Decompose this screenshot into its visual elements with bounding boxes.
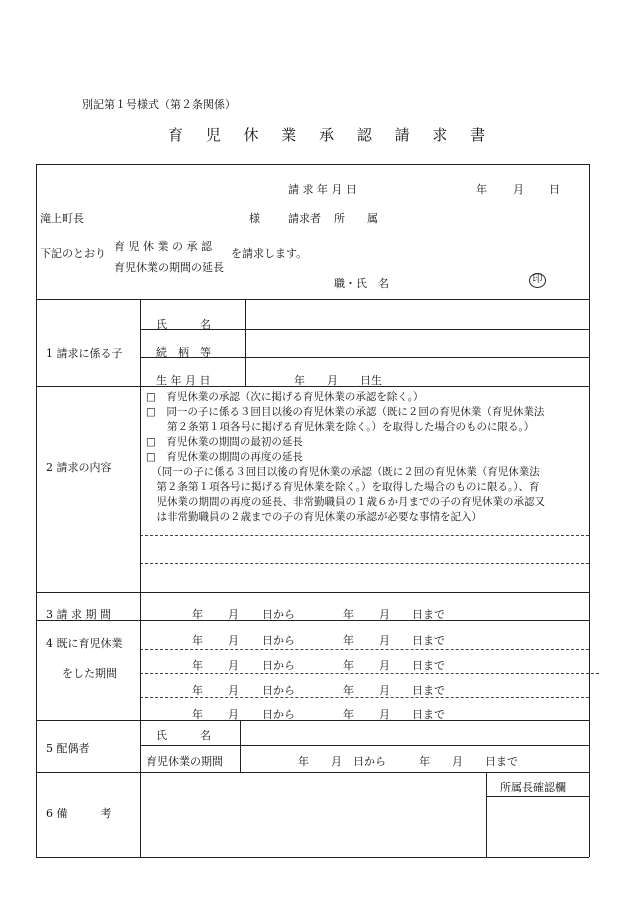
- spouse-field-divider: [240, 720, 241, 772]
- supervisor-confirm-label: 所属長確認欄: [500, 781, 566, 794]
- content-line-8: 児休業の期間の再度の延長、非常勤職員の１歳６か月までの子の育児休業の承認又: [146, 496, 545, 508]
- section2-label: 2 請求の内容: [46, 461, 112, 474]
- period-from[interactable]: 日から: [262, 659, 295, 672]
- request-option-extension[interactable]: 育児休業の期間の延長: [114, 261, 224, 274]
- request-option-approval[interactable]: 育 児 休 業 の 承 認: [114, 240, 212, 253]
- period-month[interactable]: 月: [379, 708, 390, 721]
- period-month[interactable]: 月: [379, 684, 390, 697]
- section1-label: 1 請求に係る子: [46, 347, 123, 360]
- period-month[interactable]: 月: [228, 659, 239, 672]
- honorific: 様: [249, 212, 260, 225]
- form-number: 別記第１号様式（第２条関係）: [82, 98, 236, 111]
- requester-label: 請求者: [288, 212, 321, 225]
- request-date-label: 請 求 年 月 日: [288, 183, 357, 196]
- remarks-field[interactable]: [145, 800, 475, 850]
- dashed-line-4: [140, 673, 599, 674]
- period-year[interactable]: 年: [192, 634, 203, 647]
- period-month[interactable]: 月: [228, 684, 239, 697]
- section4-label-line2: をした期間: [62, 667, 117, 680]
- label-column-divider-lower: [140, 720, 141, 857]
- period-until[interactable]: 日まで: [412, 659, 445, 672]
- addressee: 滝上町長: [40, 212, 84, 225]
- period-month[interactable]: 月: [379, 659, 390, 672]
- section3-label: 3 請 求 期 間: [46, 608, 111, 621]
- content-line-7: 第２条第１項各号に掲げる育児休業を除く。）を取得した場合のものに限る。）、育: [146, 481, 540, 493]
- period-from[interactable]: 日から: [262, 608, 295, 621]
- spouse-name-label: 氏 名: [156, 729, 211, 742]
- period-year[interactable]: 年: [192, 659, 203, 672]
- affiliation-label: 所 属: [334, 212, 378, 225]
- content-line-1[interactable]: □ 育児休業の承認（次に掲げる育児休業の承認を除く。）: [146, 391, 424, 403]
- request-date-year[interactable]: 年: [476, 183, 487, 196]
- frame-right: [589, 164, 590, 857]
- request-date-day[interactable]: 日: [549, 183, 560, 196]
- content-line-2[interactable]: □ 同一の子に係る３回目以後の育児休業の承認（既に２回の育児休業（育児休業法: [146, 406, 545, 418]
- content-line-9: は非常勤職員の２歳までの子の育児休業の承認が必要な事情を記入）: [146, 511, 482, 523]
- request-sentence-prefix: 下記のとおり: [40, 247, 106, 260]
- child-name-label: 氏 名: [156, 318, 211, 331]
- dashed-line-5: [140, 697, 589, 698]
- page-title: 育 児 休 業 承 認 請 求 書: [168, 126, 495, 144]
- seal-mark: 印: [529, 273, 546, 288]
- divider-section5: [36, 772, 589, 773]
- divider-section4: [36, 720, 589, 721]
- divider-confirm-box: [486, 796, 589, 797]
- period-year[interactable]: 年: [343, 708, 354, 721]
- frame-left: [36, 164, 37, 857]
- section4-label-line1: 4 既に育児休業: [46, 637, 123, 650]
- dashed-line-1: [140, 535, 589, 536]
- child-field-divider: [245, 299, 246, 386]
- period-month[interactable]: 月: [228, 708, 239, 721]
- request-sentence-suffix: を請求します。: [231, 247, 308, 260]
- content-line-6: （同一の子に係る３回目以後の育児休業の承認（既に２回の育児休業（育児休業法: [146, 466, 540, 478]
- frame-top: [36, 164, 589, 165]
- period-year[interactable]: 年: [192, 708, 203, 721]
- divider-spouse-name: [140, 745, 589, 746]
- period-year[interactable]: 年: [343, 659, 354, 672]
- spouse-period-label: 育児休業の期間: [146, 755, 223, 768]
- period-month[interactable]: 月: [379, 608, 390, 621]
- period-year[interactable]: 年: [192, 608, 203, 621]
- period-until[interactable]: 日まで: [412, 708, 445, 721]
- content-line-3: 第２条第１項各号に掲げる育児休業を除く。）を取得した場合のものに限る。）: [146, 421, 535, 433]
- divider-section3: [36, 620, 589, 621]
- section5-label: 5 配偶者: [46, 742, 90, 755]
- period-year[interactable]: 年: [343, 634, 354, 647]
- period-until[interactable]: 日まで: [412, 634, 445, 647]
- child-dob-value[interactable]: 年 月 日生: [294, 374, 382, 387]
- supervisor-confirm-box[interactable]: [492, 802, 584, 852]
- content-line-4[interactable]: □ 育児休業の期間の最初の延長: [146, 436, 303, 448]
- period-year[interactable]: 年: [343, 608, 354, 621]
- period-month[interactable]: 月: [228, 634, 239, 647]
- period-from[interactable]: 日から: [262, 708, 295, 721]
- dashed-line-3: [140, 649, 589, 650]
- period-year[interactable]: 年: [192, 684, 203, 697]
- request-date-month[interactable]: 月: [513, 183, 524, 196]
- section6-label: 6 備 考: [46, 807, 112, 820]
- divider-header: [36, 299, 589, 300]
- child-relation-label: 続 柄 等: [156, 346, 211, 359]
- name-label: 職・氏 名: [334, 277, 389, 290]
- period-from[interactable]: 日から: [262, 684, 295, 697]
- period-until[interactable]: 日まで: [412, 608, 445, 621]
- dashed-line-2: [140, 563, 589, 564]
- period-from[interactable]: 日から: [262, 634, 295, 647]
- frame-bottom: [36, 857, 589, 858]
- period-month[interactable]: 月: [379, 634, 390, 647]
- content-line-5[interactable]: □ 育児休業の期間の再度の延長: [146, 451, 303, 463]
- divider-section2: [36, 592, 589, 593]
- period-year[interactable]: 年: [343, 684, 354, 697]
- period-month[interactable]: 月: [228, 608, 239, 621]
- confirm-column-divider: [486, 772, 487, 857]
- period-until[interactable]: 日まで: [412, 684, 445, 697]
- child-dob-label: 生 年 月 日: [156, 374, 211, 387]
- spouse-period-value[interactable]: 年 月 日から 年 月 日まで: [298, 755, 518, 768]
- label-column-divider: [140, 299, 141, 720]
